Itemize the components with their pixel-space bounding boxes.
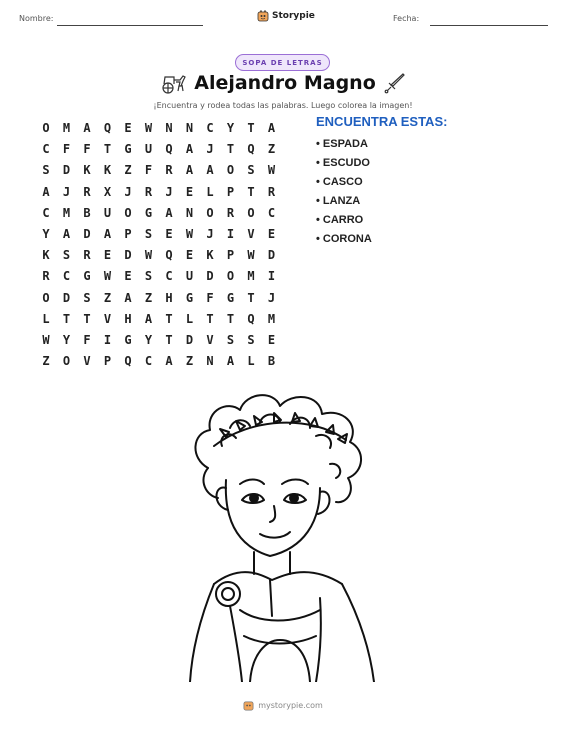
word-list-item: • CASCO <box>316 176 363 188</box>
storypie-logo-icon <box>243 700 254 711</box>
grid-cell[interactable]: T <box>165 333 173 347</box>
grid-cell[interactable]: L <box>247 354 255 369</box>
grid-cell[interactable]: V <box>103 311 112 326</box>
grid-cell[interactable]: G <box>83 269 91 284</box>
grid-cell[interactable]: W <box>144 248 153 263</box>
grid-cell[interactable]: J <box>62 184 71 199</box>
grid-cell[interactable]: D <box>62 163 71 178</box>
word-list-item: • ESPADA <box>316 138 368 150</box>
grid-cell[interactable]: Z <box>42 354 50 369</box>
grid-cell[interactable]: Y <box>226 121 235 135</box>
grid-cell[interactable]: B <box>83 205 91 220</box>
grid-cell[interactable]: T <box>247 290 255 305</box>
grid-cell[interactable]: E <box>267 333 276 347</box>
grid-cell[interactable]: T <box>247 121 255 135</box>
grid-cell[interactable]: V <box>247 227 255 241</box>
grid-cell[interactable]: K <box>83 163 91 178</box>
grid-cell[interactable]: Q <box>247 142 255 157</box>
grid-cell[interactable]: P <box>226 248 235 263</box>
grid-cell[interactable]: A <box>165 205 173 220</box>
grid-cell[interactable]: S <box>247 333 255 347</box>
word-list <box>316 114 447 249</box>
grid-cell[interactable]: A <box>267 121 276 135</box>
grid-cell[interactable]: A <box>226 354 235 369</box>
grid-cell[interactable]: D <box>267 248 276 263</box>
grid-cell[interactable]: G <box>144 205 153 220</box>
sword-icon <box>384 72 406 94</box>
word-list-item: • LANZA <box>316 195 361 207</box>
grid-cell[interactable]: R <box>165 163 173 178</box>
grid-cell[interactable]: G <box>124 333 132 347</box>
grid-cell[interactable]: J <box>267 290 276 305</box>
grid-cell[interactable]: R <box>83 248 91 263</box>
grid-cell[interactable]: P <box>103 354 112 369</box>
brand <box>257 10 315 22</box>
grid-cell[interactable]: A <box>42 184 50 199</box>
word-list-item: • CARRO <box>316 214 364 226</box>
grid-cell[interactable]: S <box>83 290 91 305</box>
grid-cell[interactable]: O <box>206 205 214 220</box>
grid-cell[interactable]: W <box>103 269 112 284</box>
grid-cell[interactable]: V <box>83 354 91 369</box>
grid-cell[interactable]: A <box>185 163 194 178</box>
grid-cell[interactable]: Q <box>165 248 173 263</box>
word-list-item: • ESCUDO <box>316 157 370 169</box>
grid-cell[interactable]: C <box>42 205 50 220</box>
grid-cell[interactable]: T <box>103 142 112 157</box>
title-row <box>0 72 566 94</box>
grid-cell[interactable]: C <box>267 205 276 220</box>
grid-cell[interactable]: P <box>124 227 132 241</box>
grid-cell[interactable]: O <box>42 121 50 135</box>
grid-cell[interactable]: N <box>185 121 194 135</box>
grid-cell[interactable]: R <box>226 205 235 220</box>
grid-cell[interactable]: U <box>144 142 153 157</box>
grid-cell[interactable]: C <box>42 142 50 157</box>
grid-cell[interactable]: S <box>42 163 50 178</box>
grid-cell[interactable]: Y <box>42 227 50 241</box>
grid-cell[interactable]: N <box>165 121 173 135</box>
grid-cell[interactable]: D <box>62 290 71 305</box>
grid-cell[interactable]: G <box>185 290 194 305</box>
grid-cell[interactable]: L <box>42 311 50 326</box>
grid-cell[interactable]: S <box>62 248 71 263</box>
grid-cell[interactable]: E <box>165 227 173 241</box>
grid-cell[interactable]: O <box>42 290 50 305</box>
grid-cell[interactable]: T <box>83 311 91 326</box>
grid-cell[interactable]: G <box>124 142 132 157</box>
grid-cell[interactable]: P <box>226 184 235 199</box>
grid-cell[interactable]: T <box>226 311 235 326</box>
grid-cell[interactable]: J <box>165 184 173 199</box>
grid-cell[interactable]: A <box>124 290 132 305</box>
name-label: Nombre: <box>19 14 54 23</box>
grid-cell[interactable]: I <box>103 333 112 347</box>
grid-cell[interactable]: E <box>103 248 112 263</box>
grid-cell[interactable]: A <box>206 163 214 178</box>
grid-cell[interactable]: V <box>206 333 214 347</box>
grid-cell[interactable]: R <box>42 269 50 284</box>
grid-cell[interactable]: J <box>206 142 214 157</box>
grid-cell[interactable]: U <box>185 269 194 284</box>
grid-cell[interactable]: S <box>247 163 255 178</box>
word-list-item: • CORONA <box>316 233 372 245</box>
grid-cell[interactable]: Y <box>62 333 71 347</box>
grid-cell[interactable]: W <box>247 248 255 263</box>
grid-cell[interactable]: O <box>247 205 255 220</box>
grid-cell[interactable]: K <box>42 248 50 263</box>
brand-name: Storypie <box>272 11 315 21</box>
grid-cell[interactable]: A <box>144 311 153 326</box>
date-label: Fecha: <box>393 14 420 23</box>
grid-cell[interactable]: O <box>62 354 71 369</box>
grid-cell[interactable]: M <box>62 205 71 220</box>
grid-cell[interactable]: E <box>124 121 132 135</box>
grid-cell[interactable]: C <box>62 269 71 284</box>
grid-cell[interactable]: S <box>144 269 153 284</box>
grid-cell[interactable]: A <box>165 354 173 369</box>
grid-cell[interactable]: T <box>165 311 173 326</box>
instructions: ¡Encuentra y rodea todas las palabras. Luego colorea la imagen! <box>153 101 413 110</box>
grid-cell[interactable]: R <box>267 184 276 199</box>
puzzle-type-badge: SOPA DE LETRAS <box>235 54 330 71</box>
grid-cell[interactable]: W <box>185 227 194 241</box>
grid-cell[interactable]: D <box>124 248 132 263</box>
grid-cell[interactable]: K <box>103 163 112 178</box>
grid-cell[interactable]: Y <box>144 333 153 347</box>
grid-cell[interactable]: Q <box>165 142 173 157</box>
grid-cell[interactable]: Z <box>267 142 276 157</box>
grid-cell[interactable]: G <box>226 290 235 305</box>
grid-cell[interactable]: E <box>185 248 194 263</box>
grid-cell[interactable]: K <box>206 248 214 263</box>
grid-cell[interactable]: E <box>185 184 194 199</box>
grid-cell[interactable]: I <box>267 269 276 284</box>
grid-cell[interactable]: T <box>62 311 71 326</box>
grid-cell[interactable]: S <box>144 227 153 241</box>
grid-cell[interactable]: W <box>42 333 50 347</box>
grid-cell[interactable]: D <box>83 227 91 241</box>
grid-cell[interactable]: F <box>144 163 153 178</box>
grid-cell[interactable]: W <box>267 163 276 178</box>
grid-cell[interactable]: M <box>267 311 276 326</box>
grid-cell[interactable]: A <box>83 121 91 135</box>
grid-cell[interactable]: H <box>165 290 173 305</box>
grid-cell[interactable]: H <box>124 311 132 326</box>
grid-cell[interactable]: A <box>62 227 71 241</box>
grid-cell[interactable]: T <box>226 142 235 157</box>
footer-url: mystorypie.com <box>258 701 323 710</box>
grid-cell[interactable]: C <box>165 269 173 284</box>
grid-cell[interactable]: O <box>124 205 132 220</box>
grid-cell[interactable]: I <box>226 227 235 241</box>
grid-cell[interactable]: R <box>83 184 91 199</box>
grid-cell[interactable]: D <box>185 333 194 347</box>
chariot-icon <box>160 72 186 94</box>
grid-cell[interactable]: M <box>247 269 255 284</box>
grid-cell[interactable]: F <box>206 290 214 305</box>
grid-cell[interactable]: A <box>185 142 194 157</box>
grid-cell[interactable]: S <box>226 333 235 347</box>
grid-cell[interactable]: J <box>206 227 214 241</box>
grid-cell[interactable]: J <box>124 184 132 199</box>
grid-cell[interactable]: C <box>144 354 153 369</box>
grid-cell[interactable]: W <box>144 121 153 135</box>
grid-cell[interactable]: Z <box>124 163 132 178</box>
grid-cell[interactable]: Z <box>185 354 194 369</box>
grid-cell[interactable]: A <box>103 227 112 241</box>
grid-cell[interactable]: X <box>103 184 112 199</box>
page-title: Alejandro Magno <box>194 72 376 94</box>
grid-cell[interactable]: Z <box>144 290 153 305</box>
grid-cell[interactable]: T <box>247 184 255 199</box>
grid-cell[interactable]: D <box>206 269 214 284</box>
grid-cell[interactable]: L <box>206 184 214 199</box>
grid-cell[interactable]: F <box>62 142 71 157</box>
grid-cell[interactable]: E <box>124 269 132 284</box>
grid-cell[interactable]: F <box>83 333 91 347</box>
grid-cell[interactable]: Q <box>124 354 132 369</box>
alexander-coloring-illustration <box>170 388 396 682</box>
grid-cell[interactable]: U <box>103 205 112 220</box>
date-line <box>430 25 548 26</box>
storypie-logo-icon <box>257 10 269 22</box>
grid-cell[interactable]: Q <box>247 311 255 326</box>
grid-cell[interactable]: N <box>206 354 214 369</box>
word-list-title: ENCUENTRA ESTAS: <box>316 114 448 129</box>
grid-cell[interactable]: O <box>226 269 235 284</box>
grid-cell[interactable]: Z <box>103 290 112 305</box>
grid-cell[interactable]: Q <box>103 121 112 135</box>
grid-cell[interactable]: B <box>267 354 276 369</box>
grid-cell[interactable]: C <box>206 121 214 135</box>
grid-cell[interactable]: M <box>62 121 71 135</box>
grid-cell[interactable]: E <box>267 227 276 241</box>
grid-cell[interactable]: R <box>144 184 153 199</box>
grid-cell[interactable]: N <box>185 205 194 220</box>
grid-cell[interactable]: T <box>206 311 214 326</box>
grid-cell[interactable]: O <box>226 163 235 178</box>
worksheet-header <box>0 0 566 40</box>
footer <box>0 700 566 711</box>
grid-cell[interactable]: L <box>185 311 194 326</box>
name-line <box>57 25 203 26</box>
grid-cell[interactable]: F <box>83 142 91 157</box>
